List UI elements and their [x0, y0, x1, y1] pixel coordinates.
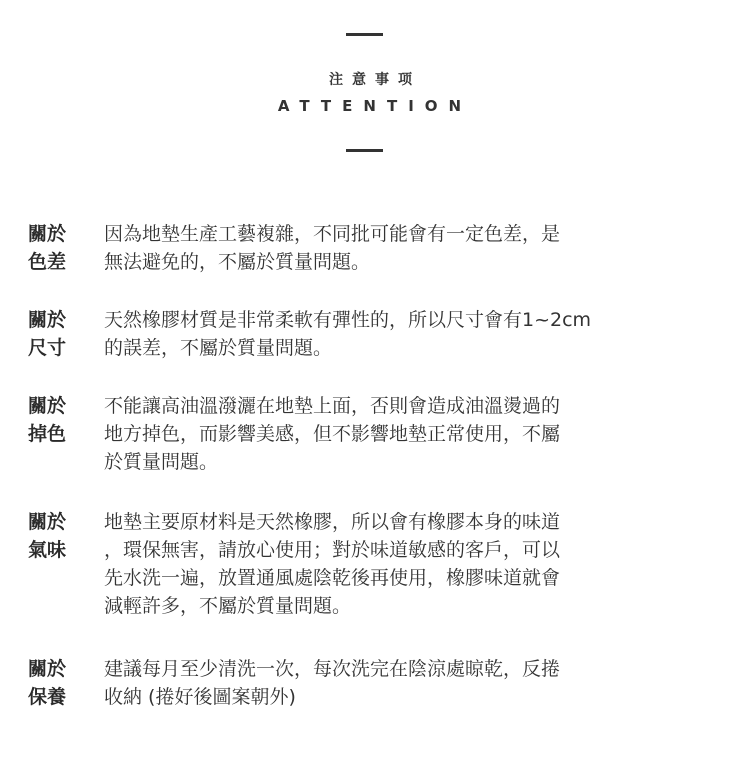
header-divider-top	[346, 33, 383, 36]
note-label-line2: 氣味	[28, 539, 67, 561]
note-label-line1: 關於	[28, 395, 67, 417]
note-label-line1: 關於	[28, 309, 67, 331]
note-label-line2: 色差	[28, 251, 67, 273]
note-text: 建議每月至少清洗一次，每次洗完在陰涼處晾乾，反捲 收納 (捲好後圖案朝外)	[104, 658, 561, 708]
page-title-english: ATTENTION	[277, 97, 473, 115]
note-text: 天然橡膠材質是非常柔軟有彈性的，所以尺寸會有1~2cm 的誤差，不屬於質量問題。	[104, 309, 592, 359]
note-label-line1: 關於	[28, 223, 67, 245]
note-label-line2: 保養	[28, 686, 67, 708]
note-label	[28, 220, 104, 276]
header-divider-bottom	[346, 149, 383, 152]
note-label	[28, 508, 104, 620]
note-maintenance	[28, 655, 728, 711]
note-label-line2: 掉色	[28, 423, 67, 445]
note-label	[28, 392, 104, 476]
note-fading	[28, 392, 728, 476]
note-label-line2: 尺寸	[28, 337, 67, 359]
note-color-difference	[28, 220, 728, 276]
note-text: 因為地墊生產工藝複雜，不同批可能會有一定色差，是 無法避免的，不屬於質量問題。	[104, 223, 561, 273]
note-text: 地墊主要原材料是天然橡膠，所以會有橡膠本身的味道 ，環保無害，請放心使用；對於味道敏感的客戶，可以 先水洗一遍，放置通風處陰乾後再使用，橡膠味道就會 減輕許多，不屬於質量問題。	[104, 511, 561, 617]
note-odor	[28, 508, 728, 620]
note-label-line1: 關於	[28, 511, 67, 533]
page-title-chinese: 注意事项	[329, 72, 421, 88]
note-size	[28, 306, 728, 362]
note-label-line1: 關於	[28, 658, 67, 680]
note-label	[28, 655, 104, 711]
note-text: 不能讓高油溫潑灑在地墊上面，否則會造成油溫燙過的 地方掉色，而影響美感，但不影響地墊正常使用，不屬 於質量問題。	[104, 395, 561, 473]
note-label	[28, 306, 104, 362]
